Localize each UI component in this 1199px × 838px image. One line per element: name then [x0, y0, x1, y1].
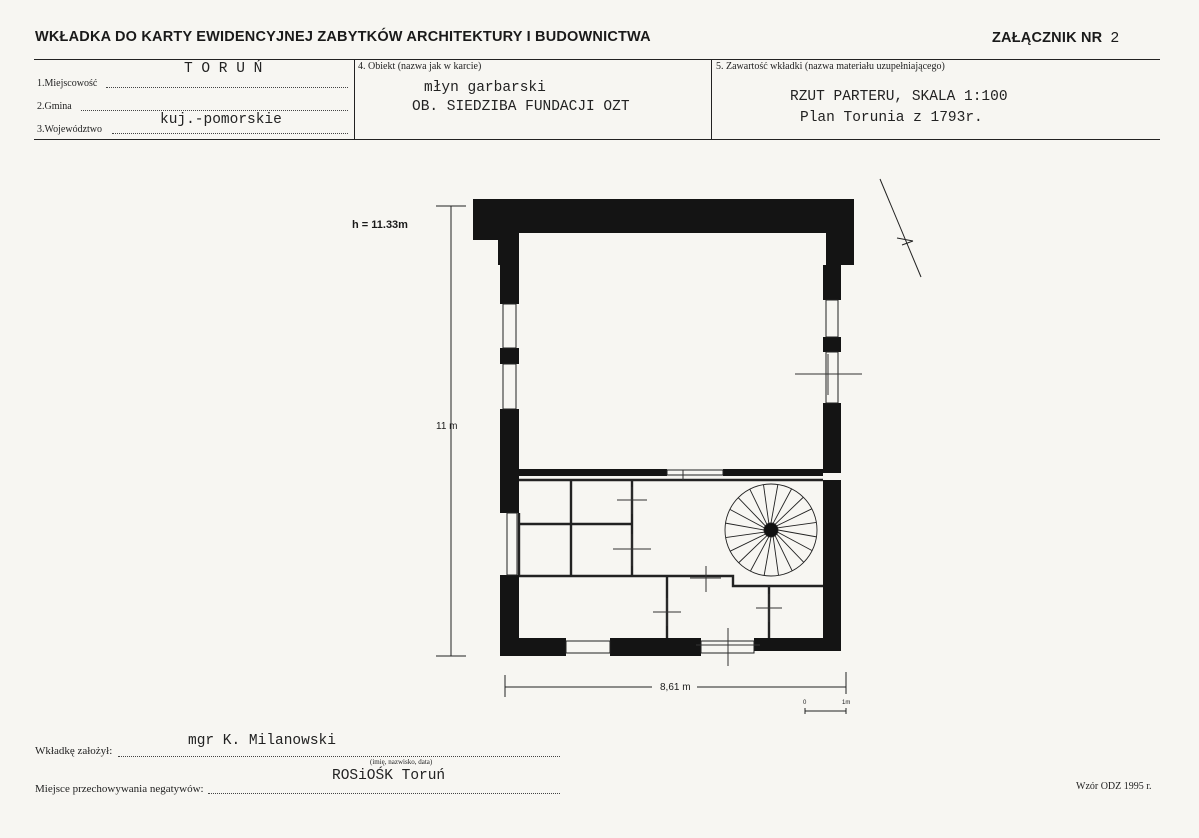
scale-one-label: 1m: [842, 700, 851, 706]
storage-dots: [208, 793, 560, 794]
window: [566, 641, 610, 653]
stair-step-line: [775, 497, 803, 524]
interior-wall: [519, 576, 823, 586]
window: [503, 364, 516, 409]
scale-bar: [805, 708, 846, 714]
object-label: 4. Obiekt (nazwa jak w karcie): [358, 61, 482, 72]
contents-label: 5. Zawartość wkładki (nazwa materiału uzupełniającego): [716, 61, 945, 72]
north-arrow-head: [897, 238, 913, 241]
scale-zero-label: 0: [803, 700, 807, 706]
north-arrow-head: [902, 241, 913, 245]
stair-step-line: [777, 534, 804, 562]
left-wall-segment: [500, 575, 519, 656]
stair-newel: [764, 523, 778, 537]
cross-mark: [617, 487, 647, 514]
window: [826, 300, 838, 337]
object-line1: młyn garbarski: [424, 80, 546, 96]
cross-mark: [696, 628, 760, 666]
storage-value: ROSiOŚK Toruń: [332, 768, 446, 784]
stair-step-line: [773, 489, 791, 523]
horizontal-dimension-label: 8,61 m: [660, 682, 691, 693]
stair-step-line: [738, 498, 765, 526]
cross-marks: [613, 354, 862, 666]
stair-step-line: [726, 523, 764, 530]
stair-outer-circle: [725, 484, 817, 576]
height-label: h = 11.33m: [352, 219, 408, 231]
window: [826, 352, 838, 403]
storage-label: Miejsce przechowywania negatywów:: [35, 783, 204, 795]
right-wall-segment: [823, 337, 841, 352]
table-top-rule: [34, 59, 1160, 60]
miejscowosc-dots: [106, 87, 348, 88]
author-label: Wkładkę założył:: [35, 745, 113, 757]
cross-mark: [613, 534, 651, 566]
gmina-dots: [81, 110, 348, 111]
table-divider-2: [711, 59, 712, 140]
left-wall-segment: [500, 409, 519, 513]
stair-step-line: [726, 532, 765, 537]
door-opening: [667, 470, 723, 475]
window: [503, 304, 516, 348]
object-line2: OB. SIEDZIBA FUNDACJI OZT: [412, 99, 630, 115]
table-bottom-rule: [34, 139, 1160, 140]
stair-step-line: [764, 537, 771, 575]
bottom-wall-segment: [500, 638, 566, 656]
right-wall-segment: [823, 480, 841, 651]
right-wall-segment: [823, 403, 841, 473]
contents-line2: Plan Torunia z 1793r.: [800, 110, 983, 126]
bottom-wall-segment: [610, 638, 701, 656]
wojewodztwo-value: kuj.-pomorskie: [160, 112, 282, 128]
table-divider-1: [354, 59, 355, 140]
partition-wall: [723, 469, 823, 476]
top-wall: [473, 199, 854, 265]
north-arrow: [880, 179, 921, 277]
partition-wall: [519, 469, 667, 476]
interior-walls: [519, 480, 823, 638]
attachment-label: [992, 29, 1119, 46]
attachment-label-text: ZAŁĄCZNIK NR: [992, 30, 1103, 46]
wojewodztwo-dots: [112, 133, 348, 134]
left-wall-segment: [500, 348, 519, 364]
stair-step-line: [778, 532, 812, 550]
plan-windows: [503, 300, 838, 653]
gmina-label: 2.Gmina: [37, 101, 72, 112]
wojewodztwo-label: 3.Województwo: [37, 124, 103, 135]
attachment-number: 2: [1110, 29, 1120, 46]
stair-step-line: [750, 537, 768, 571]
stair-step-line: [771, 485, 778, 523]
bottom-wall-segment: [754, 638, 841, 651]
cross-mark: [653, 598, 681, 626]
window: [701, 641, 754, 653]
cross-mark: [795, 354, 862, 395]
contents-line1: RZUT PARTERU, SKALA 1:100: [790, 89, 1008, 105]
form-id: Wzór ODZ 1995 r.: [1076, 781, 1152, 792]
author-value: mgr K. Milanowski: [188, 733, 336, 749]
stair-step-line: [777, 509, 812, 526]
stair-step-line: [778, 522, 817, 527]
stair-step-line: [730, 509, 764, 527]
miejscowosc-label: 1.Miejscowość: [37, 78, 98, 89]
cross-mark: [756, 594, 782, 622]
stair-step-line: [775, 536, 792, 571]
form-title: WKŁADKA DO KARTY EWIDENCYJNEJ ZABYTKÓW ARCHITEKTURY I BUDOWNICTWA: [35, 29, 651, 45]
cross-mark: [690, 566, 721, 592]
north-arrow-line: [880, 179, 921, 277]
miejscowosc-value: T O R U Ń: [184, 61, 263, 77]
stair-step-line: [773, 537, 778, 576]
right-wall-segment: [823, 265, 841, 300]
vertical-dimension-label: 11 m: [436, 421, 458, 432]
author-hint: (imię, nazwisko, data): [370, 758, 433, 766]
plan-walls: [473, 199, 854, 656]
window: [507, 513, 517, 575]
author-dots: [118, 756, 560, 757]
stair-step-line: [739, 536, 767, 563]
stair-step-line: [763, 485, 768, 524]
stair-step-line: [730, 534, 765, 551]
left-wall-segment: [500, 265, 519, 304]
stair-step-line: [778, 530, 816, 537]
stair-step-line: [750, 489, 767, 524]
spiral-staircase: [725, 484, 817, 576]
